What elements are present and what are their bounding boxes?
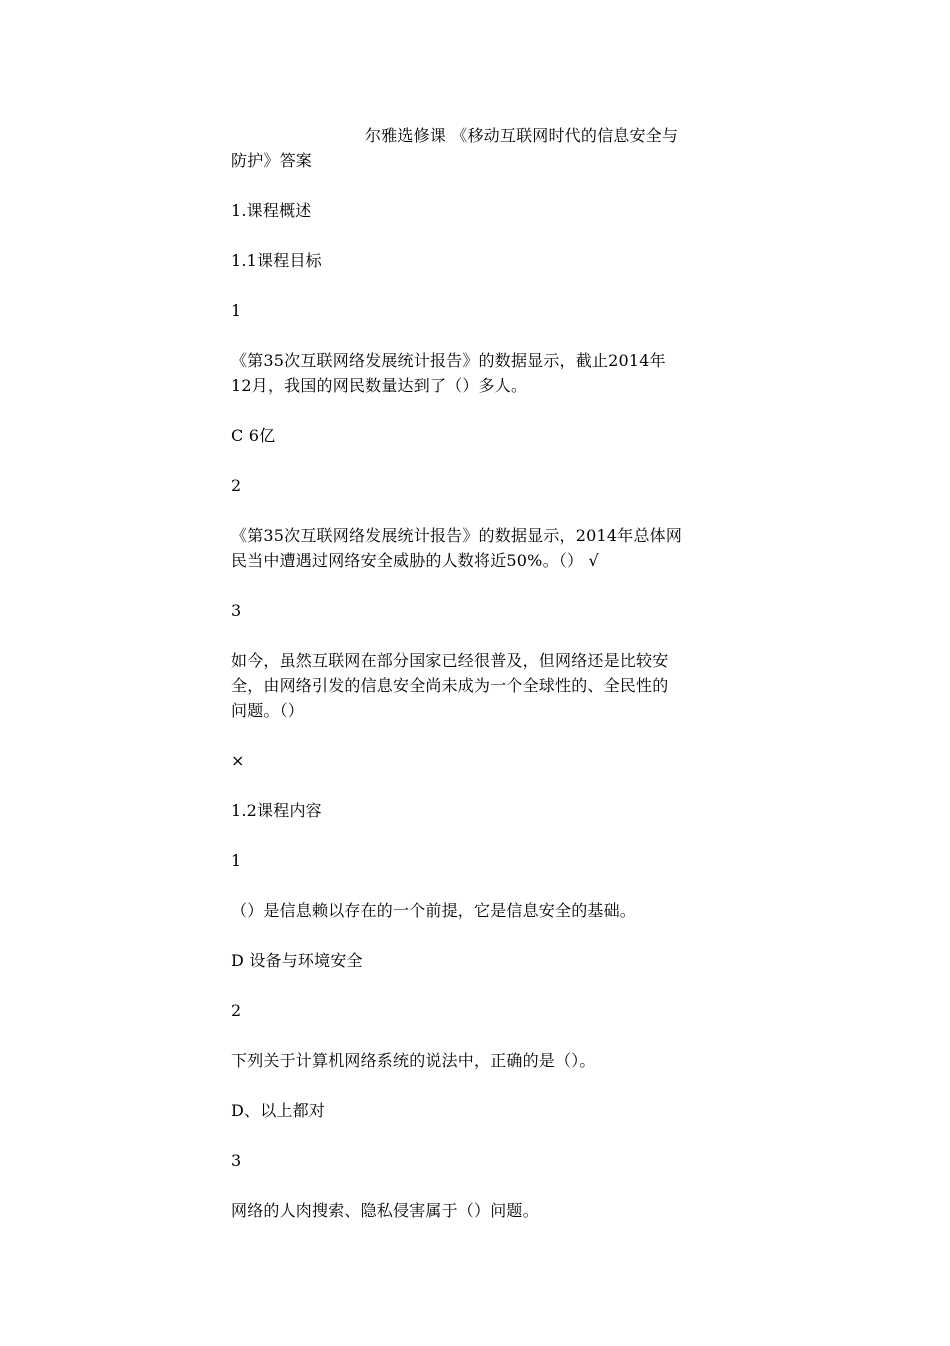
answer-text: D、以上都对 <box>231 1101 326 1120</box>
document-title-line-1: 尔雅选修课 《移动互联网时代的信息安全与 <box>365 126 679 145</box>
question-number: 3 <box>231 1151 242 1170</box>
question-text-line: （）是信息赖以存在的一个前提，它是信息安全的基础。 <box>231 901 637 920</box>
section-heading-1-1: 1.1课程目标 <box>231 251 322 270</box>
answer-text: × <box>231 751 245 770</box>
question-text-line: 网络的人肉搜索、隐私侵害属于（）问题。 <box>231 1201 539 1220</box>
section-heading-1-2: 1.2课程内容 <box>231 801 322 820</box>
question-number: 1 <box>231 851 242 870</box>
section-heading-1: 1.课程概述 <box>231 201 312 220</box>
question-text-line: 民当中遭遇过网络安全威胁的人数将近50%。（） √ <box>231 551 599 570</box>
question-text-line: 全，由网络引发的信息安全尚未成为一个全球性的、全民性的 <box>231 676 669 695</box>
question-text-line: 12月，我国的网民数量达到了（）多人。 <box>231 376 528 395</box>
question-number: 2 <box>231 1001 242 1020</box>
question-text-line: 《第35次互联网络发展统计报告》的数据显示，2014年总体网 <box>231 526 683 545</box>
question-text-line: 问题。（） <box>231 701 305 720</box>
answer-text: D 设备与环境安全 <box>231 951 363 970</box>
question-number: 2 <box>231 476 242 495</box>
question-number: 3 <box>231 601 242 620</box>
answer-text: C 6亿 <box>231 426 276 445</box>
question-text-line: 如今，虽然互联网在部分国家已经很普及，但网络还是比较安 <box>231 651 669 670</box>
question-text-line: 《第35次互联网络发展统计报告》的数据显示，截止2014年 <box>231 351 666 370</box>
question-number: 1 <box>231 301 242 320</box>
question-text-line: 下列关于计算机网络系统的说法中，正确的是（）。 <box>231 1051 596 1070</box>
document-title-line-2: 防护》答案 <box>231 151 313 170</box>
